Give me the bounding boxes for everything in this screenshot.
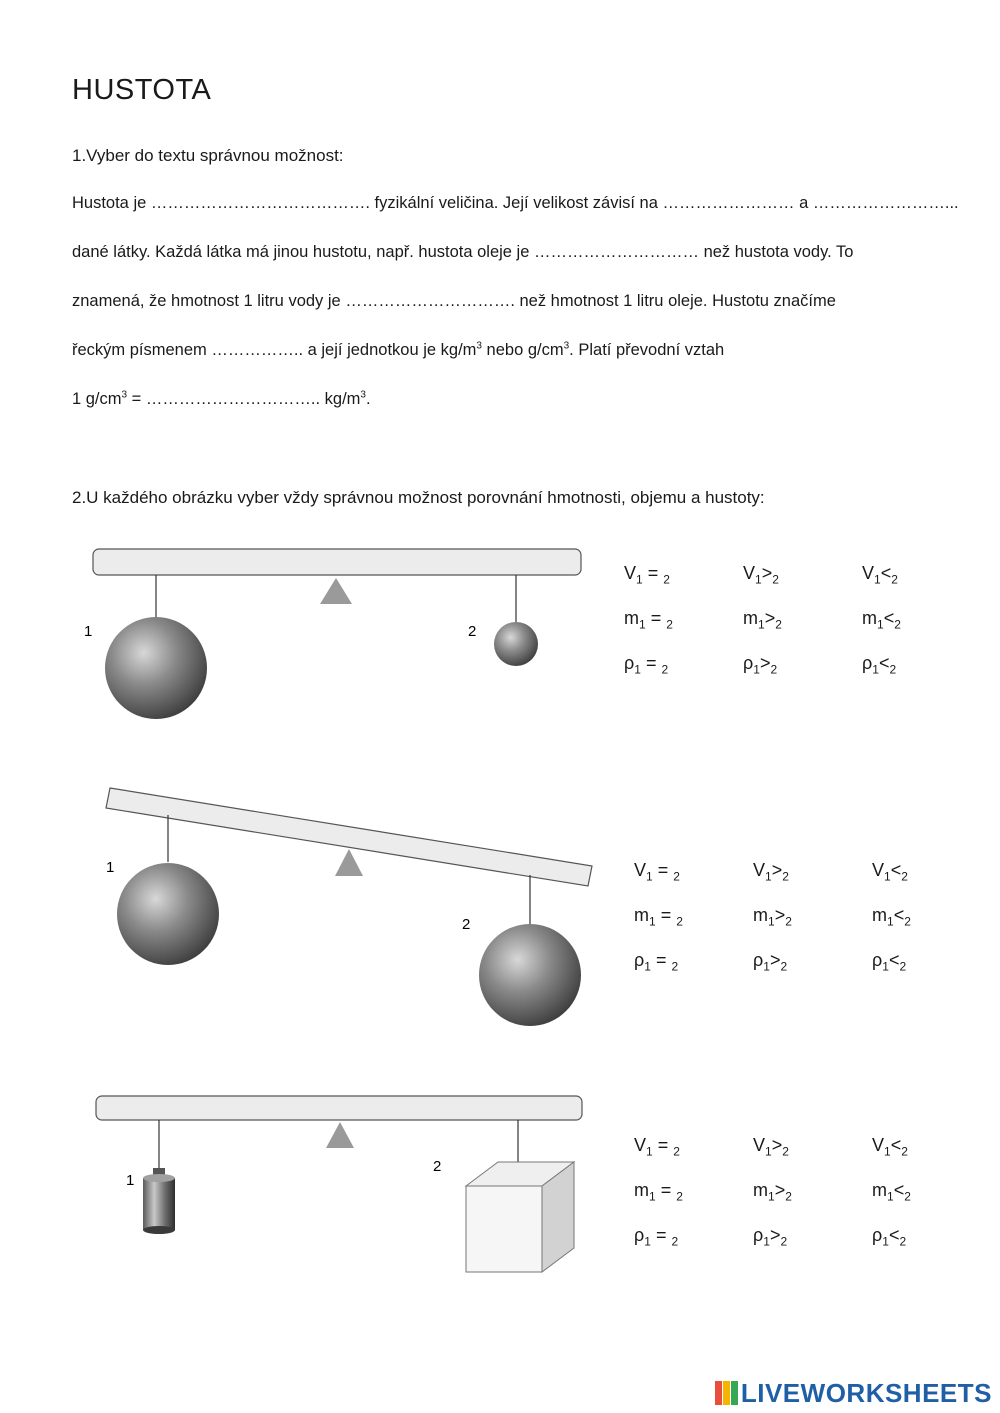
option-part: 1 [887, 914, 894, 929]
option-part: < [890, 860, 902, 880]
blank-6[interactable]: …………….. [211, 341, 304, 359]
option-r-lt[interactable] [872, 950, 990, 974]
task2-heading: 2.U každého obrázku vyber vždy správnou možnost porovnání hmotnosti, objemu a hustoty: [72, 488, 765, 507]
option-part: 1 [872, 662, 879, 677]
option-part: 1 [765, 869, 772, 884]
option-part: V [753, 860, 766, 880]
option-part: > [771, 1135, 783, 1155]
object-label-2: 2 [433, 1158, 442, 1175]
option-part: = [655, 1180, 677, 1200]
option-part: 1 [753, 662, 760, 677]
option-part: m [634, 1180, 649, 1200]
page-title: HUSTOTA [72, 74, 212, 106]
option-part: > [774, 905, 786, 925]
task1-line-3 [72, 292, 836, 311]
option-part: 1 [649, 1189, 656, 1204]
option-r-gt[interactable] [753, 950, 871, 974]
option-m-lt[interactable] [872, 1180, 990, 1204]
option-part: 2 [666, 617, 673, 632]
option-part: > [769, 1225, 781, 1245]
option-part: V [634, 860, 647, 880]
text: = [127, 390, 146, 408]
option-part: 2 [785, 914, 792, 929]
text: dané látky. Každá látka má jinou hustotu, např. hustota oleje je [72, 243, 534, 261]
option-part: 2 [661, 662, 669, 677]
option-m-lt[interactable] [862, 608, 980, 632]
option-part: > [764, 608, 776, 628]
option-part: 2 [899, 959, 907, 974]
option-part: ρ [634, 1225, 645, 1245]
option-part: 2 [904, 1189, 911, 1204]
object-label-2: 2 [468, 623, 477, 640]
text: a [794, 194, 813, 212]
option-m-gt[interactable] [753, 1180, 871, 1204]
option-part: V [743, 563, 756, 583]
blank-5[interactable]: …………………………. [345, 292, 515, 310]
task1-line-1 [72, 194, 959, 213]
option-part: V [862, 563, 875, 583]
option-part: 1 [887, 1189, 894, 1204]
option-part: 1 [877, 617, 884, 632]
option-part: V [872, 860, 885, 880]
text: a její jednotkou je kg/m [303, 341, 477, 359]
option-part: 1 [634, 662, 641, 677]
option-part: m [872, 905, 887, 925]
option-r-gt[interactable] [743, 653, 861, 677]
fulcrum [335, 849, 363, 876]
option-part: 2 [676, 914, 683, 929]
option-V-gt[interactable] [743, 563, 861, 587]
weight-cylinder [143, 1168, 175, 1234]
text: než hmotnost 1 litru oleje. Hustotu značíme [514, 292, 836, 310]
option-part: 2 [780, 1234, 788, 1249]
option-part: m [862, 608, 877, 628]
option-part: m [624, 608, 639, 628]
ball-1 [105, 617, 207, 719]
option-part: < [890, 1135, 902, 1155]
option-part: 2 [891, 572, 898, 587]
option-part: 2 [782, 869, 789, 884]
option-part: = [650, 950, 672, 970]
blank-1[interactable]: …………………………………. [150, 194, 370, 212]
option-m-gt[interactable] [753, 905, 871, 929]
blank-4[interactable]: ………………………… [533, 243, 699, 261]
option-part: 2 [775, 617, 782, 632]
option-r-gt[interactable] [753, 1225, 871, 1249]
option-V-eq[interactable] [634, 1135, 752, 1159]
blank-3[interactable]: …………………….. [812, 194, 955, 212]
option-part: ρ [872, 1225, 883, 1245]
balance-beam [96, 1096, 582, 1120]
cube [466, 1162, 574, 1272]
option-part: 1 [768, 914, 775, 929]
option-part: 2 [671, 1234, 679, 1249]
option-part: m [872, 1180, 887, 1200]
option-m-eq[interactable] [634, 1180, 752, 1204]
option-m-gt[interactable] [743, 608, 861, 632]
option-V-lt[interactable] [872, 860, 990, 884]
option-part: 2 [785, 1189, 792, 1204]
text: znamená, že hmotnost 1 litru vody je [72, 292, 346, 310]
option-part: m [753, 905, 768, 925]
option-part: 2 [782, 1144, 789, 1159]
option-part: 1 [636, 572, 643, 587]
option-part: < [888, 1225, 900, 1245]
ball-1 [117, 863, 219, 965]
option-part: > [761, 563, 773, 583]
option-part: 2 [780, 959, 788, 974]
option-part: 2 [772, 572, 779, 587]
option-part: > [759, 653, 771, 673]
superscript: 3 [563, 340, 570, 352]
option-part: 2 [673, 1144, 680, 1159]
option-part: 2 [899, 1234, 907, 1249]
option-part: ρ [624, 653, 635, 673]
task1-line-4 [72, 341, 724, 360]
option-part: > [769, 950, 781, 970]
logo-icon [715, 1381, 739, 1405]
option-part: = [642, 563, 664, 583]
option-part: = [652, 860, 674, 880]
liveworksheets-logo [715, 1378, 992, 1408]
option-part: 2 [901, 869, 908, 884]
option-V-lt[interactable] [872, 1135, 990, 1159]
option-part: 2 [663, 572, 670, 587]
object-label-1: 1 [106, 859, 115, 876]
option-V-eq[interactable] [634, 860, 752, 884]
option-m-eq[interactable] [634, 905, 752, 929]
option-part: m [743, 608, 758, 628]
option-part: 1 [644, 1234, 651, 1249]
text: 1 g/cm [72, 390, 122, 408]
text: Hustota je [72, 194, 151, 212]
option-part: 1 [768, 1189, 775, 1204]
option-part: 1 [765, 1144, 772, 1159]
option-part: V [634, 1135, 647, 1155]
ball-2 [479, 924, 581, 1026]
logo-text: LIVEWORKSHEETS [740, 1377, 992, 1408]
ball-2 [494, 622, 538, 666]
option-part: < [883, 608, 895, 628]
text: . Platí převodní vztah [569, 341, 725, 359]
option-part: V [753, 1135, 766, 1155]
superscript: 3 [476, 340, 482, 352]
text: nebo g/cm [481, 341, 564, 359]
option-part: < [893, 905, 905, 925]
option-part: m [634, 905, 649, 925]
option-part: 2 [889, 662, 897, 677]
fulcrum [326, 1122, 354, 1148]
option-r-lt[interactable] [872, 1225, 990, 1249]
text: fyzikální veličina. Její velikost závisí na [369, 194, 663, 212]
option-part: < [880, 563, 892, 583]
option-part: > [771, 860, 783, 880]
option-part: < [893, 1180, 905, 1200]
option-part: 1 [755, 572, 762, 587]
text: než hustota vody. To [698, 243, 854, 261]
option-part: 2 [904, 914, 911, 929]
option-part: m [753, 1180, 768, 1200]
option-part: 1 [644, 959, 651, 974]
option-V-gt[interactable] [753, 860, 871, 884]
option-part: ρ [862, 653, 873, 673]
blank-2[interactable]: …………………… [662, 194, 795, 212]
option-m-lt[interactable] [872, 905, 990, 929]
option-part: = [650, 1225, 672, 1245]
option-part: V [624, 563, 637, 583]
option-part: 1 [763, 959, 770, 974]
text: řeckým písmenem [72, 341, 212, 359]
option-part: ρ [743, 653, 754, 673]
option-part: 1 [639, 617, 646, 632]
task1-heading: 1.Vyber do textu správnou možnost: [72, 146, 344, 165]
object-label-2: 2 [462, 916, 471, 933]
option-part: 1 [884, 1144, 891, 1159]
option-part: = [655, 905, 677, 925]
option-part: 2 [671, 959, 679, 974]
text: . [365, 390, 371, 408]
option-part: 2 [894, 617, 901, 632]
option-part: 1 [646, 869, 653, 884]
option-part: 1 [758, 617, 765, 632]
option-part: 2 [770, 662, 778, 677]
option-V-lt[interactable] [862, 563, 980, 587]
object-label-1: 1 [126, 1172, 135, 1189]
text: . [954, 194, 959, 212]
option-part: 2 [673, 869, 680, 884]
option-V-eq[interactable] [624, 563, 742, 587]
balance-beam [93, 549, 581, 575]
option-part: V [872, 1135, 885, 1155]
option-part: 1 [882, 1234, 889, 1249]
superscript: 3 [121, 389, 128, 401]
option-V-gt[interactable] [753, 1135, 871, 1159]
option-part: ρ [753, 1225, 764, 1245]
option-part: 1 [646, 1144, 653, 1159]
object-label-1: 1 [84, 623, 93, 640]
option-part: 2 [901, 1144, 908, 1159]
task1-line-2 [72, 243, 853, 262]
option-part: 2 [676, 1189, 683, 1204]
option-part: 1 [763, 1234, 770, 1249]
balance-figure-3 [90, 1090, 590, 1280]
task1-line-5 [72, 390, 371, 409]
option-part: 1 [649, 914, 656, 929]
option-r-lt[interactable] [862, 653, 980, 677]
text: kg/m [320, 390, 361, 408]
option-part: = [652, 1135, 674, 1155]
option-part: ρ [753, 950, 764, 970]
option-part: = [640, 653, 662, 673]
option-part: = [645, 608, 667, 628]
option-part: ρ [872, 950, 883, 970]
option-part: ρ [634, 950, 645, 970]
option-part: < [888, 950, 900, 970]
option-m-eq[interactable] [624, 608, 742, 632]
fulcrum [320, 578, 352, 604]
option-part: > [774, 1180, 786, 1200]
option-r-eq[interactable] [634, 950, 752, 974]
option-part: < [878, 653, 890, 673]
blank-7[interactable]: ………………………….. [145, 390, 321, 408]
option-part: 1 [884, 869, 891, 884]
balance-figure-2 [100, 780, 600, 1030]
balance-figure-1 [70, 540, 590, 730]
superscript: 3 [360, 389, 366, 401]
option-r-eq[interactable] [634, 1225, 752, 1249]
option-r-eq[interactable] [624, 653, 742, 677]
option-part: 1 [874, 572, 881, 587]
option-part: 1 [882, 959, 889, 974]
